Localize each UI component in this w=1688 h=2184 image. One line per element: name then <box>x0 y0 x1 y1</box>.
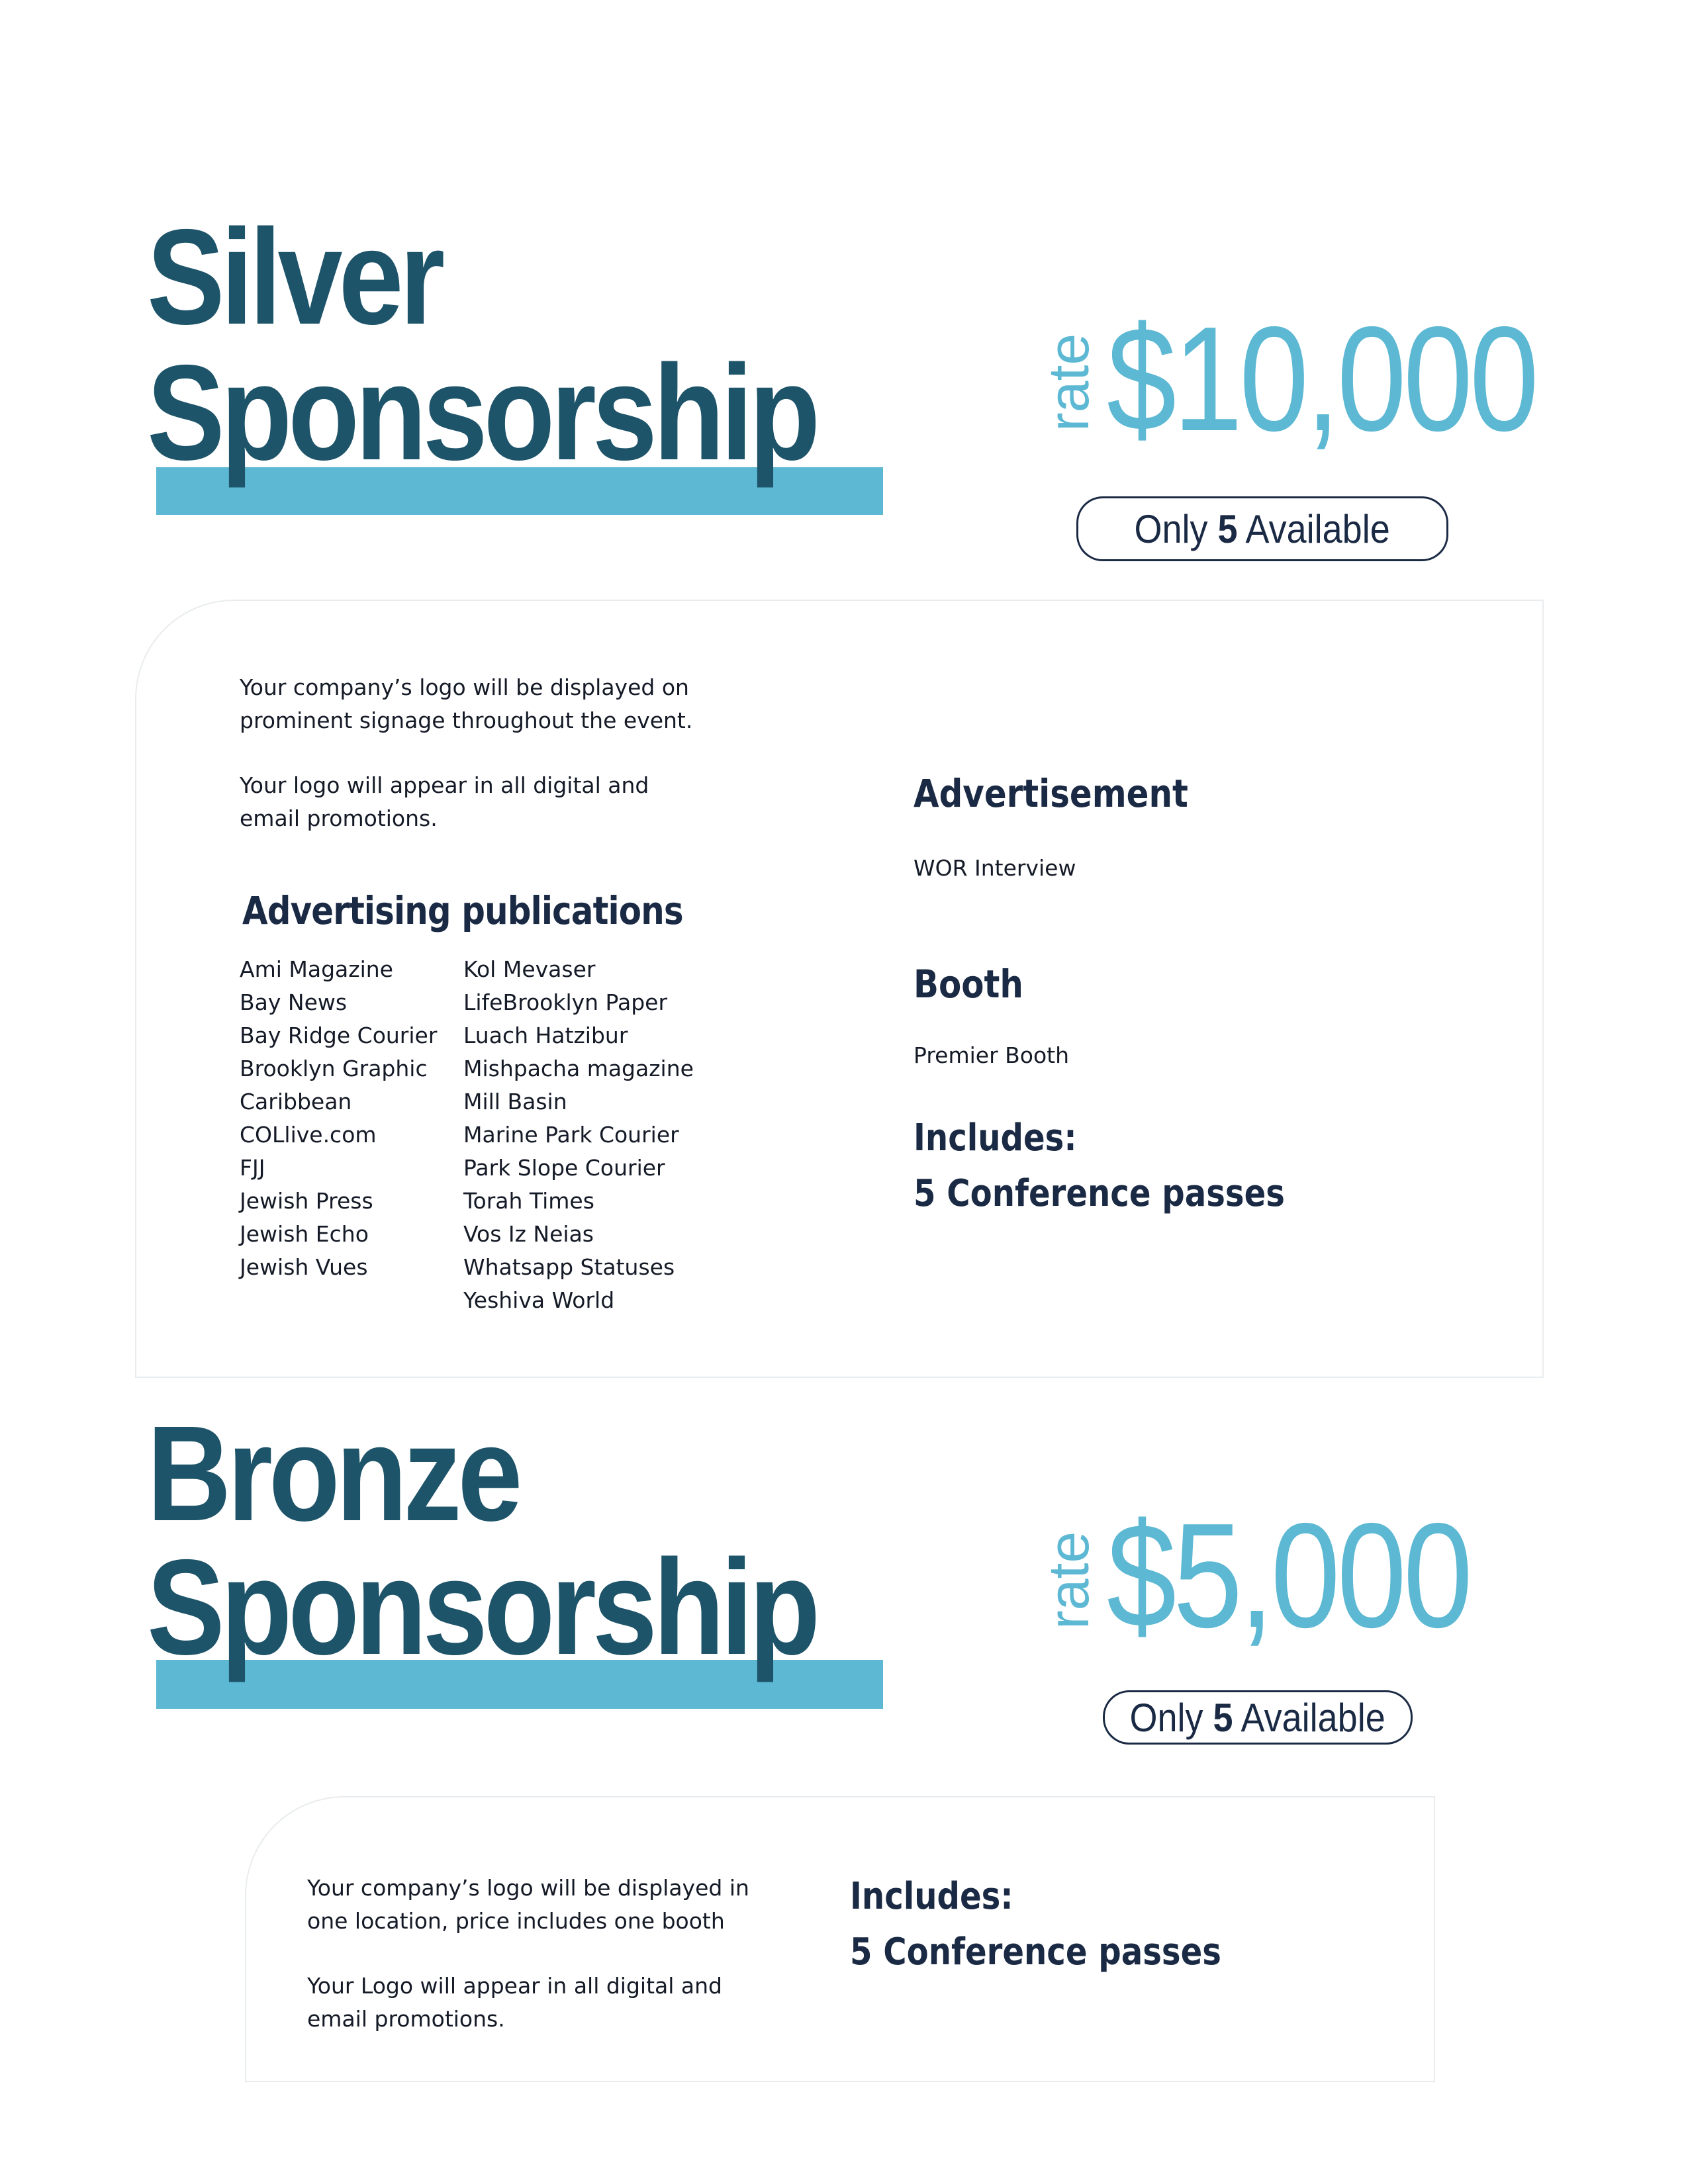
publication-item: Luach Hatzibur <box>463 1023 628 1048</box>
silver-rate-label: rate <box>1037 333 1101 432</box>
silver-title-line2: Sponsorship <box>147 337 817 488</box>
silver-includes-value: 5 Conference passes <box>914 1172 1285 1215</box>
publication-item: Mill Basin <box>463 1089 567 1115</box>
description-line: email promotions. <box>307 2006 505 2032</box>
publications-heading: Advertising publications <box>242 888 683 933</box>
publications-column-2 <box>463 953 694 1317</box>
publication-item: Yeshiva World <box>463 1287 615 1313</box>
publication-item: FJJ <box>240 1155 265 1181</box>
publication-item: Park Slope Courier <box>463 1155 665 1181</box>
publications-column-1 <box>240 953 437 1284</box>
bronze-includes-heading: Includes: <box>850 1875 1013 1918</box>
description-line: prominent signage throughout the event. <box>240 707 693 733</box>
availability-suffix: Available <box>1241 1695 1386 1740</box>
silver-title-line1: Silver <box>147 201 442 353</box>
description-line: Your logo will appear in all digital and <box>240 772 649 798</box>
bronze-includes-value: 5 Conference passes <box>850 1931 1221 1974</box>
availability-count: 5 <box>1217 506 1238 551</box>
bronze-price: $5,000 <box>1107 1492 1470 1659</box>
publication-item: Jewish Vues <box>240 1254 368 1280</box>
availability-count: 5 <box>1213 1695 1233 1740</box>
advertisement-value: WOR Interview <box>914 855 1076 881</box>
publication-item: Jewish Press <box>240 1188 373 1214</box>
silver-description <box>240 671 692 835</box>
publication-item: Mishpacha magazine <box>463 1056 694 1081</box>
description-line: one location, price includes one booth <box>307 1908 725 1934</box>
booth-value: Premier Booth <box>914 1042 1070 1068</box>
bronze-title-line2: Sponsorship <box>147 1531 817 1683</box>
silver-availability-badge <box>1076 496 1448 561</box>
availability-suffix: Available <box>1245 506 1391 551</box>
silver-includes-heading: Includes: <box>914 1116 1077 1160</box>
publication-item: Marine Park Courier <box>463 1122 679 1148</box>
publication-item: Vos Iz Neias <box>463 1221 594 1247</box>
availability-prefix: Only <box>1134 506 1208 551</box>
description-line: email promotions. <box>240 805 438 831</box>
availability-prefix: Only <box>1129 1695 1203 1740</box>
description-line: Your company’s logo will be displayed on <box>240 674 689 700</box>
publication-item: LifeBrooklyn Paper <box>463 989 668 1015</box>
bronze-title-line1: Bronze <box>147 1398 519 1549</box>
advertisement-heading: Advertisement <box>914 771 1188 816</box>
publication-item: Kol Mevaser <box>463 956 596 982</box>
silver-price: $10,000 <box>1107 295 1536 462</box>
description-line: Your company’s logo will be displayed in <box>307 1875 749 1901</box>
publication-item: Jewish Echo <box>240 1221 369 1247</box>
bronze-availability-badge <box>1103 1690 1413 1745</box>
publication-item: Torah Times <box>463 1188 594 1214</box>
publication-item: Bay News <box>240 989 348 1015</box>
publication-item: COLlive.com <box>240 1122 377 1148</box>
bronze-description <box>307 1872 749 2036</box>
publication-item: Caribbean <box>240 1089 352 1115</box>
publication-item: Bay Ridge Courier <box>240 1023 438 1048</box>
booth-heading: Booth <box>914 962 1023 1007</box>
publication-item: Ami Magazine <box>240 956 393 982</box>
publication-item: Brooklyn Graphic <box>240 1056 428 1081</box>
bronze-rate-label: rate <box>1037 1531 1101 1629</box>
description-line: Your Logo will appear in all digital and <box>307 1973 722 1999</box>
publication-item: Whatsapp Statuses <box>463 1254 675 1280</box>
